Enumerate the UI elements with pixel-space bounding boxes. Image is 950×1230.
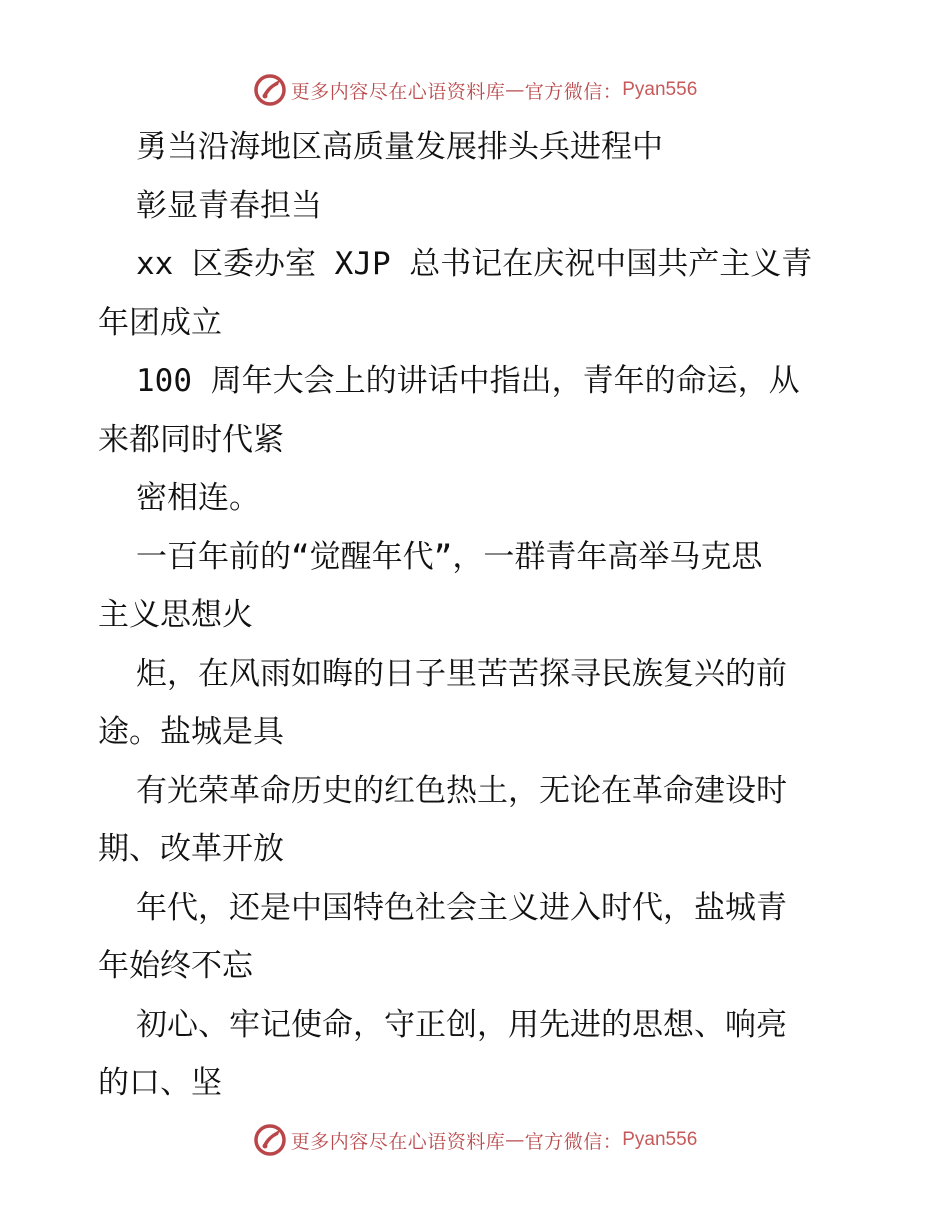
text-line: 勇当沿海地区高质量发展排头兵进程中 [136,129,663,165]
text-line: 年始终不忘 [98,948,253,984]
document-body [98,118,858,1113]
brush-circle-logo-icon [253,73,287,107]
watermark-brand-text: 更多内容尽在心语资料库 [290,1130,506,1153]
text-line: 年团成立 [98,304,222,341]
watermark-separator: — [505,79,525,101]
text-line: 主义思想火 [98,597,253,633]
watermark-contact-label: 官方微信： [524,80,623,103]
text-line: 的口、坚 [98,1065,222,1101]
text-line: 来都同时代紧 [98,421,284,458]
text-line: 密相连。 [136,480,260,516]
text-line: 100 周年大会上的讲话中指出，青年的命运，从 [136,363,800,399]
watermark-contact-id: Pyan556 [622,79,698,100]
text-line: 有光荣革命历史的红色热土，无论在革命建设时 [136,772,787,809]
text-line: 初心、牢记使命，守正创，用先进的思想、响亮 [136,1006,787,1043]
text-line: 一百年前的“觉醒年代”，一群青年高举马克思 [136,538,763,575]
text-line: 途。盐城是具 [98,714,284,750]
text-line: 期、改革开放 [98,831,284,867]
watermark-contact-label: 官方微信： [524,1130,623,1153]
text-line: 彰显青春担当 [136,187,322,224]
brush-circle-logo-icon [253,1123,287,1157]
watermark-contact-id: Pyan556 [622,1129,698,1150]
footer-watermark [0,1120,950,1160]
watermark-brand-text: 更多内容尽在心语资料库 [290,80,506,103]
watermark-separator: — [505,1129,525,1151]
text-line: xx 区委办室 XJP 总书记在庆祝中国共产主义青 [136,246,813,282]
text-line: 年代，还是中国特色社会主义进入时代，盐城青 [136,889,787,926]
text-line: 炬，在风雨如晦的日子里苦苦探寻民族复兴的前 [136,655,787,692]
header-watermark [0,70,950,110]
